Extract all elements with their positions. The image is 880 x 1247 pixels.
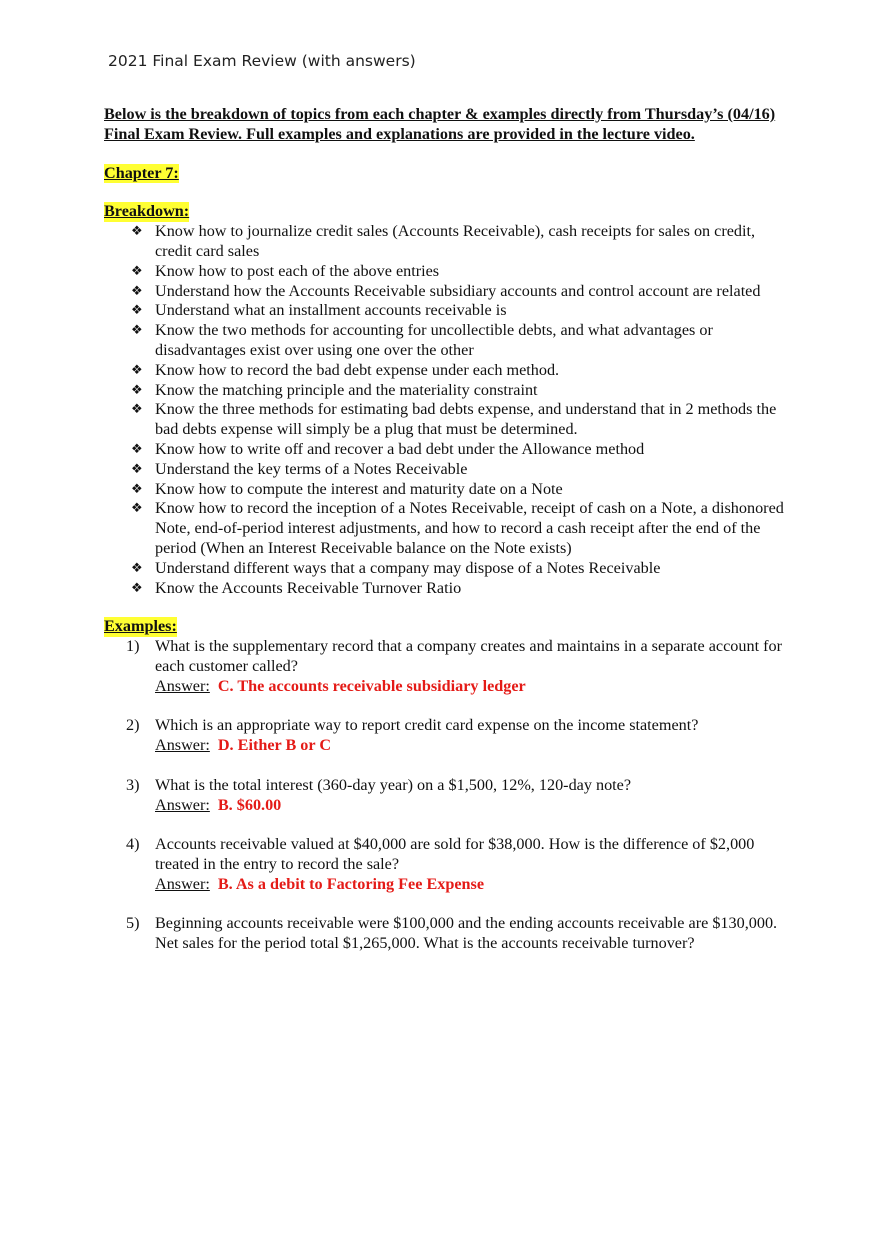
answer-label: Answer: — [155, 676, 210, 695]
breakdown-item-text: Understand different ways that a company may dispose of a Notes Receivable — [155, 558, 661, 577]
answer-value: B. As a debit to Factoring Fee Expense — [217, 874, 485, 893]
example-item — [104, 637, 784, 696]
example-item — [104, 776, 784, 816]
breakdown-item — [104, 381, 784, 401]
example-number: 1) — [126, 637, 140, 656]
breakdown-item-text: Know how to journalize credit sales (Accounts Receivable), cash receipts for sales on credit, credit card sales — [155, 222, 756, 260]
bullet-diamond-icon: ❖ — [131, 323, 143, 339]
example-question: Beginning accounts receivable were $100,000 and the ending accounts receivable are $130,000. Net sales for the period total $1,265,000. What is the accounts receivable turnover? — [155, 914, 778, 953]
breakdown-item-text: Know the matching principle and the materiality constraint — [155, 380, 538, 399]
breakdown-item-text: Know how to write off and recover a bad debt under the Allowance method — [155, 439, 645, 458]
answer-value: B. $60.00 — [217, 795, 282, 814]
breakdown-item-text: Understand what an installment accounts receivable is — [155, 301, 507, 320]
bullet-diamond-icon: ❖ — [131, 402, 143, 418]
answer-label: Answer: — [155, 874, 210, 893]
examples-list — [104, 637, 784, 954]
breakdown-item — [104, 321, 784, 361]
answer-value: C. The accounts receivable subsidiary ledger — [217, 676, 526, 695]
example-question: Accounts receivable valued at $40,000 are sold for $38,000. How is the difference of $2,000 treated in the entry to record the sale? — [155, 835, 755, 873]
bullet-diamond-icon: ❖ — [131, 580, 143, 596]
breakdown-item — [104, 499, 784, 558]
example-number: 2) — [126, 716, 140, 735]
bullet-diamond-icon: ❖ — [131, 283, 143, 299]
breakdown-item-text: Know how to compute the interest and maturity date on a Note — [155, 479, 563, 498]
intro-paragraph: Below is the breakdown of topics from each chapter & examples directly from Thursday’s (04/16) Final Exam Review. Full examples and explanations are provided in the lecture video. — [104, 105, 776, 143]
bullet-diamond-icon: ❖ — [131, 501, 143, 517]
breakdown-item-text: Know the two methods for accounting for uncollectible debts, and what advantages or disadvantages exist over using one over the other — [155, 321, 713, 359]
breakdown-list — [104, 222, 784, 598]
breakdown-item — [104, 301, 784, 321]
breakdown-item — [104, 440, 784, 460]
bullet-diamond-icon: ❖ — [131, 481, 143, 497]
example-question: What is the total interest (360-day year) on a $1,500, 12%, 120-day note? — [155, 775, 632, 794]
examples-heading: Examples: — [104, 617, 177, 636]
answer-line — [155, 736, 784, 756]
breakdown-item-text: Know how to record the inception of a Notes Receivable, receipt of cash on a Note, a dishonored Note, end-of-period interest adjustments, and how to record a cash receipt after the end of the period (When an Interest Receivable balance on the Note exists) — [155, 499, 784, 557]
bullet-diamond-icon: ❖ — [131, 461, 143, 477]
example-item — [104, 716, 784, 756]
example-item — [104, 914, 784, 954]
breakdown-item-text: Know how to post each of the above entries — [155, 261, 440, 280]
example-question: What is the supplementary record that a company creates and maintains in a separate account for each customer called? — [155, 637, 783, 675]
chapter-heading: Chapter 7: — [104, 163, 179, 182]
breakdown-item-text: Know the Accounts Receivable Turnover Ratio — [155, 578, 462, 597]
answer-line — [155, 677, 784, 697]
answer-line — [155, 875, 784, 895]
bullet-diamond-icon: ❖ — [131, 362, 143, 378]
breakdown-item-text: Know the three methods for estimating bad debts expense, and understand that in 2 methods the bad debts expense will simply be a plug that must be determined. — [155, 400, 777, 439]
answer-label: Answer: — [155, 736, 210, 755]
breakdown-item — [104, 579, 784, 599]
breakdown-item-text: Know how to record the bad debt expense under each method. — [155, 360, 560, 379]
document-body — [104, 105, 784, 974]
bullet-diamond-icon: ❖ — [131, 382, 143, 398]
breakdown-heading: Breakdown: — [104, 202, 190, 221]
answer-label: Answer: — [155, 795, 210, 814]
breakdown-item — [104, 559, 784, 579]
answer-value: D. Either B or C — [217, 736, 332, 755]
example-number: 4) — [126, 835, 140, 854]
bullet-diamond-icon: ❖ — [131, 263, 143, 279]
breakdown-item — [104, 282, 784, 302]
breakdown-item — [104, 480, 784, 500]
example-question: Which is an appropriate way to report credit card expense on the income statement? — [155, 716, 699, 735]
page-header: 2021 Final Exam Review (with answers) — [108, 52, 416, 70]
example-item — [104, 835, 784, 894]
breakdown-item — [104, 262, 784, 282]
breakdown-item-text: Understand the key terms of a Notes Receivable — [155, 459, 468, 478]
bullet-diamond-icon: ❖ — [131, 441, 143, 457]
breakdown-item-text: Understand how the Accounts Receivable subsidiary accounts and control account are related — [155, 281, 761, 300]
breakdown-item — [104, 222, 784, 262]
answer-line — [155, 796, 784, 816]
breakdown-item — [104, 460, 784, 480]
bullet-diamond-icon: ❖ — [131, 560, 143, 576]
breakdown-item — [104, 361, 784, 381]
example-number: 5) — [126, 914, 140, 933]
breakdown-item — [104, 400, 784, 440]
bullet-diamond-icon: ❖ — [131, 224, 143, 240]
bullet-diamond-icon: ❖ — [131, 303, 143, 319]
example-number: 3) — [126, 775, 140, 794]
